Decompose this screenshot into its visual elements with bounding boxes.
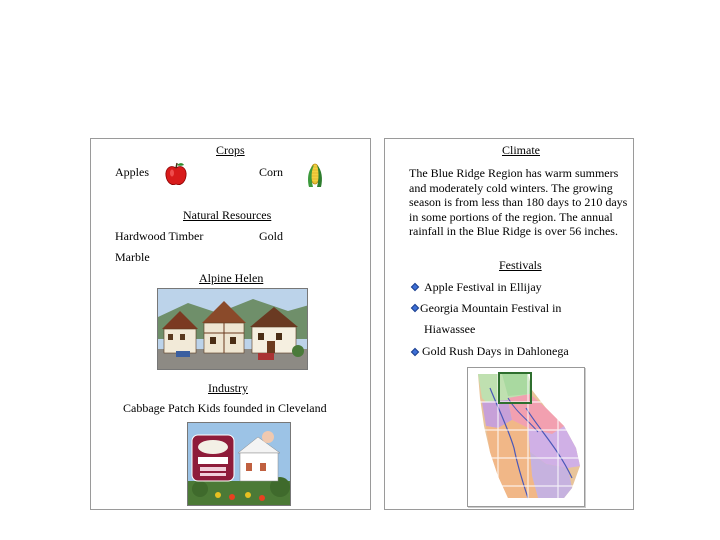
apple-icon bbox=[164, 161, 188, 187]
apples-label: Apples bbox=[115, 165, 149, 179]
hardwood-label: Hardwood Timber bbox=[115, 229, 204, 243]
cabbage-patch-photo bbox=[187, 422, 291, 506]
left-panel bbox=[90, 138, 371, 510]
festivals-heading: Festivals bbox=[499, 258, 542, 272]
natural-resources-heading: Natural Resources bbox=[183, 208, 272, 222]
alpine-helen-photo bbox=[157, 288, 308, 370]
gold-label: Gold bbox=[259, 229, 283, 243]
festival-item-2-continued: Hiawassee bbox=[424, 322, 476, 336]
festival-item-1: Apple Festival in Ellijay bbox=[424, 280, 542, 294]
climate-heading: Climate bbox=[502, 143, 540, 157]
crops-heading: Crops bbox=[216, 143, 245, 157]
bullet-icon bbox=[411, 283, 419, 291]
alpine-helen-heading: Alpine Helen bbox=[199, 271, 264, 285]
marble-label: Marble bbox=[115, 250, 150, 264]
bullet-icon bbox=[411, 348, 419, 356]
industry-heading: Industry bbox=[208, 381, 248, 395]
corn-label: Corn bbox=[259, 165, 283, 179]
georgia-regions-map bbox=[467, 367, 585, 507]
festival-item-2: Georgia Mountain Festival in bbox=[420, 301, 562, 315]
climate-text: The Blue Ridge Region has warm summers and moderately cold winters. The growing season is from less than 180 days to 210 days in some portions of the region. The annual rainfall in the Blue Ridge is over 56 inches. bbox=[409, 166, 628, 239]
corn-icon bbox=[305, 161, 325, 189]
festival-item-3: Gold Rush Days in Dahlonega bbox=[422, 344, 569, 358]
industry-text: Cabbage Patch Kids founded in Cleveland bbox=[123, 401, 327, 415]
right-panel bbox=[384, 138, 634, 510]
bullet-icon bbox=[411, 304, 419, 312]
